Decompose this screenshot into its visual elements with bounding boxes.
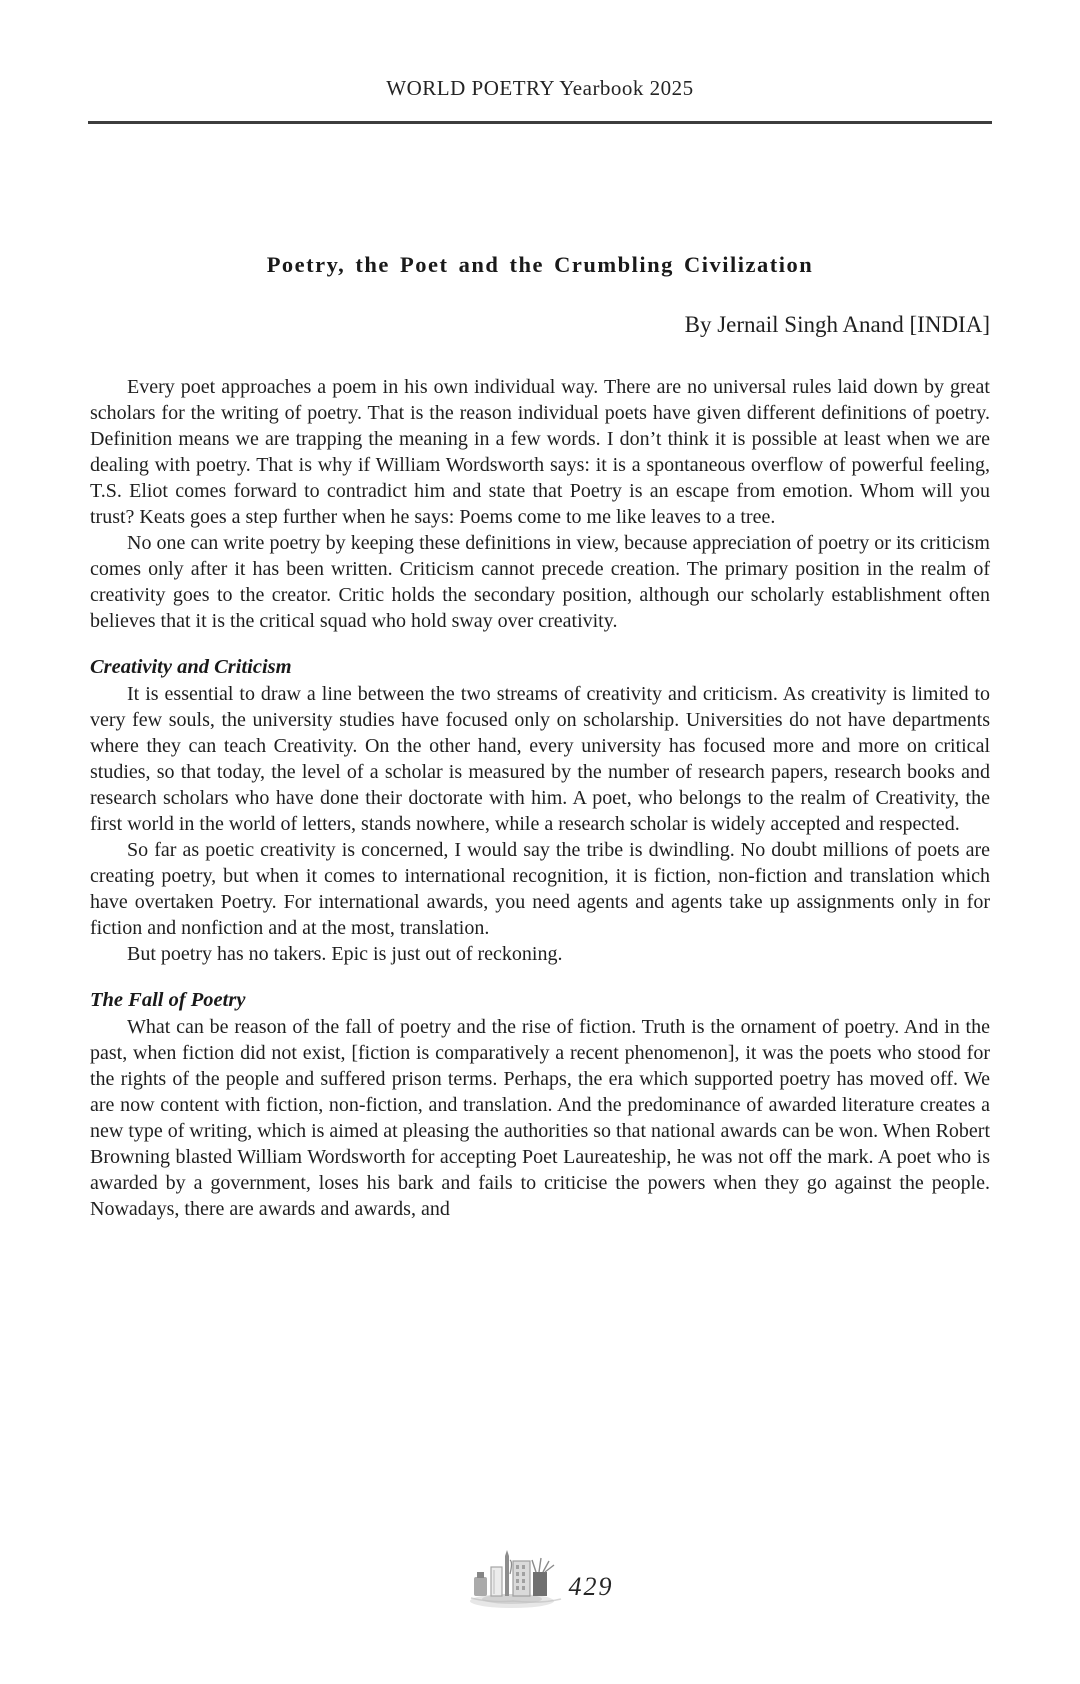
- paragraph: It is essential to draw a line between the two streams of creativity and criticism. As creativity is limited to very few souls, the university studies have focused only on scholarship. Universities do not have departments where they can teach Creativity. On the other hand, every university has focused more and more on critical studies, so that today, the level of a scholar is measured by the number of research papers, research books and research scholars who have done their doctorate with him. A poet, who belongs to the realm of Creativity, the first world in the world of letters, stands nowhere, while a research scholar is widely accepted and respected.: [90, 683, 990, 835]
- paragraph: Every poet approaches a poem in his own individual way. There are no universal rules laid down by great scholars for the writing of poetry. That is the reason individual poets have given different definitions of poetry. Definition means we are trapping the meaning in a few words. I don’t think it is possible at least when we are dealing with poetry. That is why if William Wordsworth says: it is a spontaneous overflow of powerful feeling, T.S. Eliot comes forward to contradict him and state that Poetry is an escape from emotion. Whom will you trust? Keats goes a step further when he says: Poems come to me like leaves to a tree.: [90, 376, 990, 528]
- paragraph: No one can write poetry by keeping these definitions in view, because appreciation of poetry or its criticism comes only after it has been written. Criticism cannot precede creation. The primary position in the realm of creativity goes to the creator. Critic holds the secondary position, although our scholarly establishment often believes that it is the critical squad who hold sway over creativity.: [90, 532, 990, 632]
- running-head: WORLD POETRY Yearbook 2025: [386, 76, 694, 100]
- paragraph: So far as poetic creativity is concerned, I would say the tribe is dwindling. No doubt millions of poets are creating poetry, but when it comes to international recognition, it is fiction, non-fiction and translation which have overtaken Poetry. For international awards, you need agents and agents take up assignments only in for fiction and nonfiction and at the most, translation.: [90, 839, 990, 939]
- section-heading: The Fall of Poetry: [90, 989, 246, 1011]
- stationery-sketch-icon: [467, 1548, 565, 1612]
- page-number: 429: [568, 1572, 614, 1601]
- section-heading: Creativity and Criticism: [90, 656, 292, 678]
- article-body: [90, 252, 990, 1222]
- page-footer: [0, 1548, 1080, 1612]
- paragraph: But poetry has no takers. Epic is just out of reckoning.: [127, 943, 563, 965]
- article-title: Poetry, the Poet and the Crumbling Civilization: [266, 252, 814, 277]
- header-rule: [88, 121, 992, 124]
- paragraph: What can be reason of the fall of poetry and the rise of fiction. Truth is the ornament of poetry. And in the past, when fiction did not exist, [fiction is comparatively a recent phenomenon], it was the poets who stood for the rights of the people and suffered prison terms. Perhaps, the era which supported poetry has moved off. We are now content with fiction, non-fiction, and translation. And the predominance of awarded literature creates a new type of writing, which is aimed at pleasing the authorities so that national awards can be won. When Robert Browning blasted William Wordsworth for accepting Poet Laureateship, he was not off the mark. A poet who is awarded by a government, loses his bark and fails to criticise the powers when they go against the people. Nowadays, there are awards and awards, and: [90, 1016, 990, 1220]
- article-byline: By Jernail Singh Anand [INDIA]: [684, 312, 990, 337]
